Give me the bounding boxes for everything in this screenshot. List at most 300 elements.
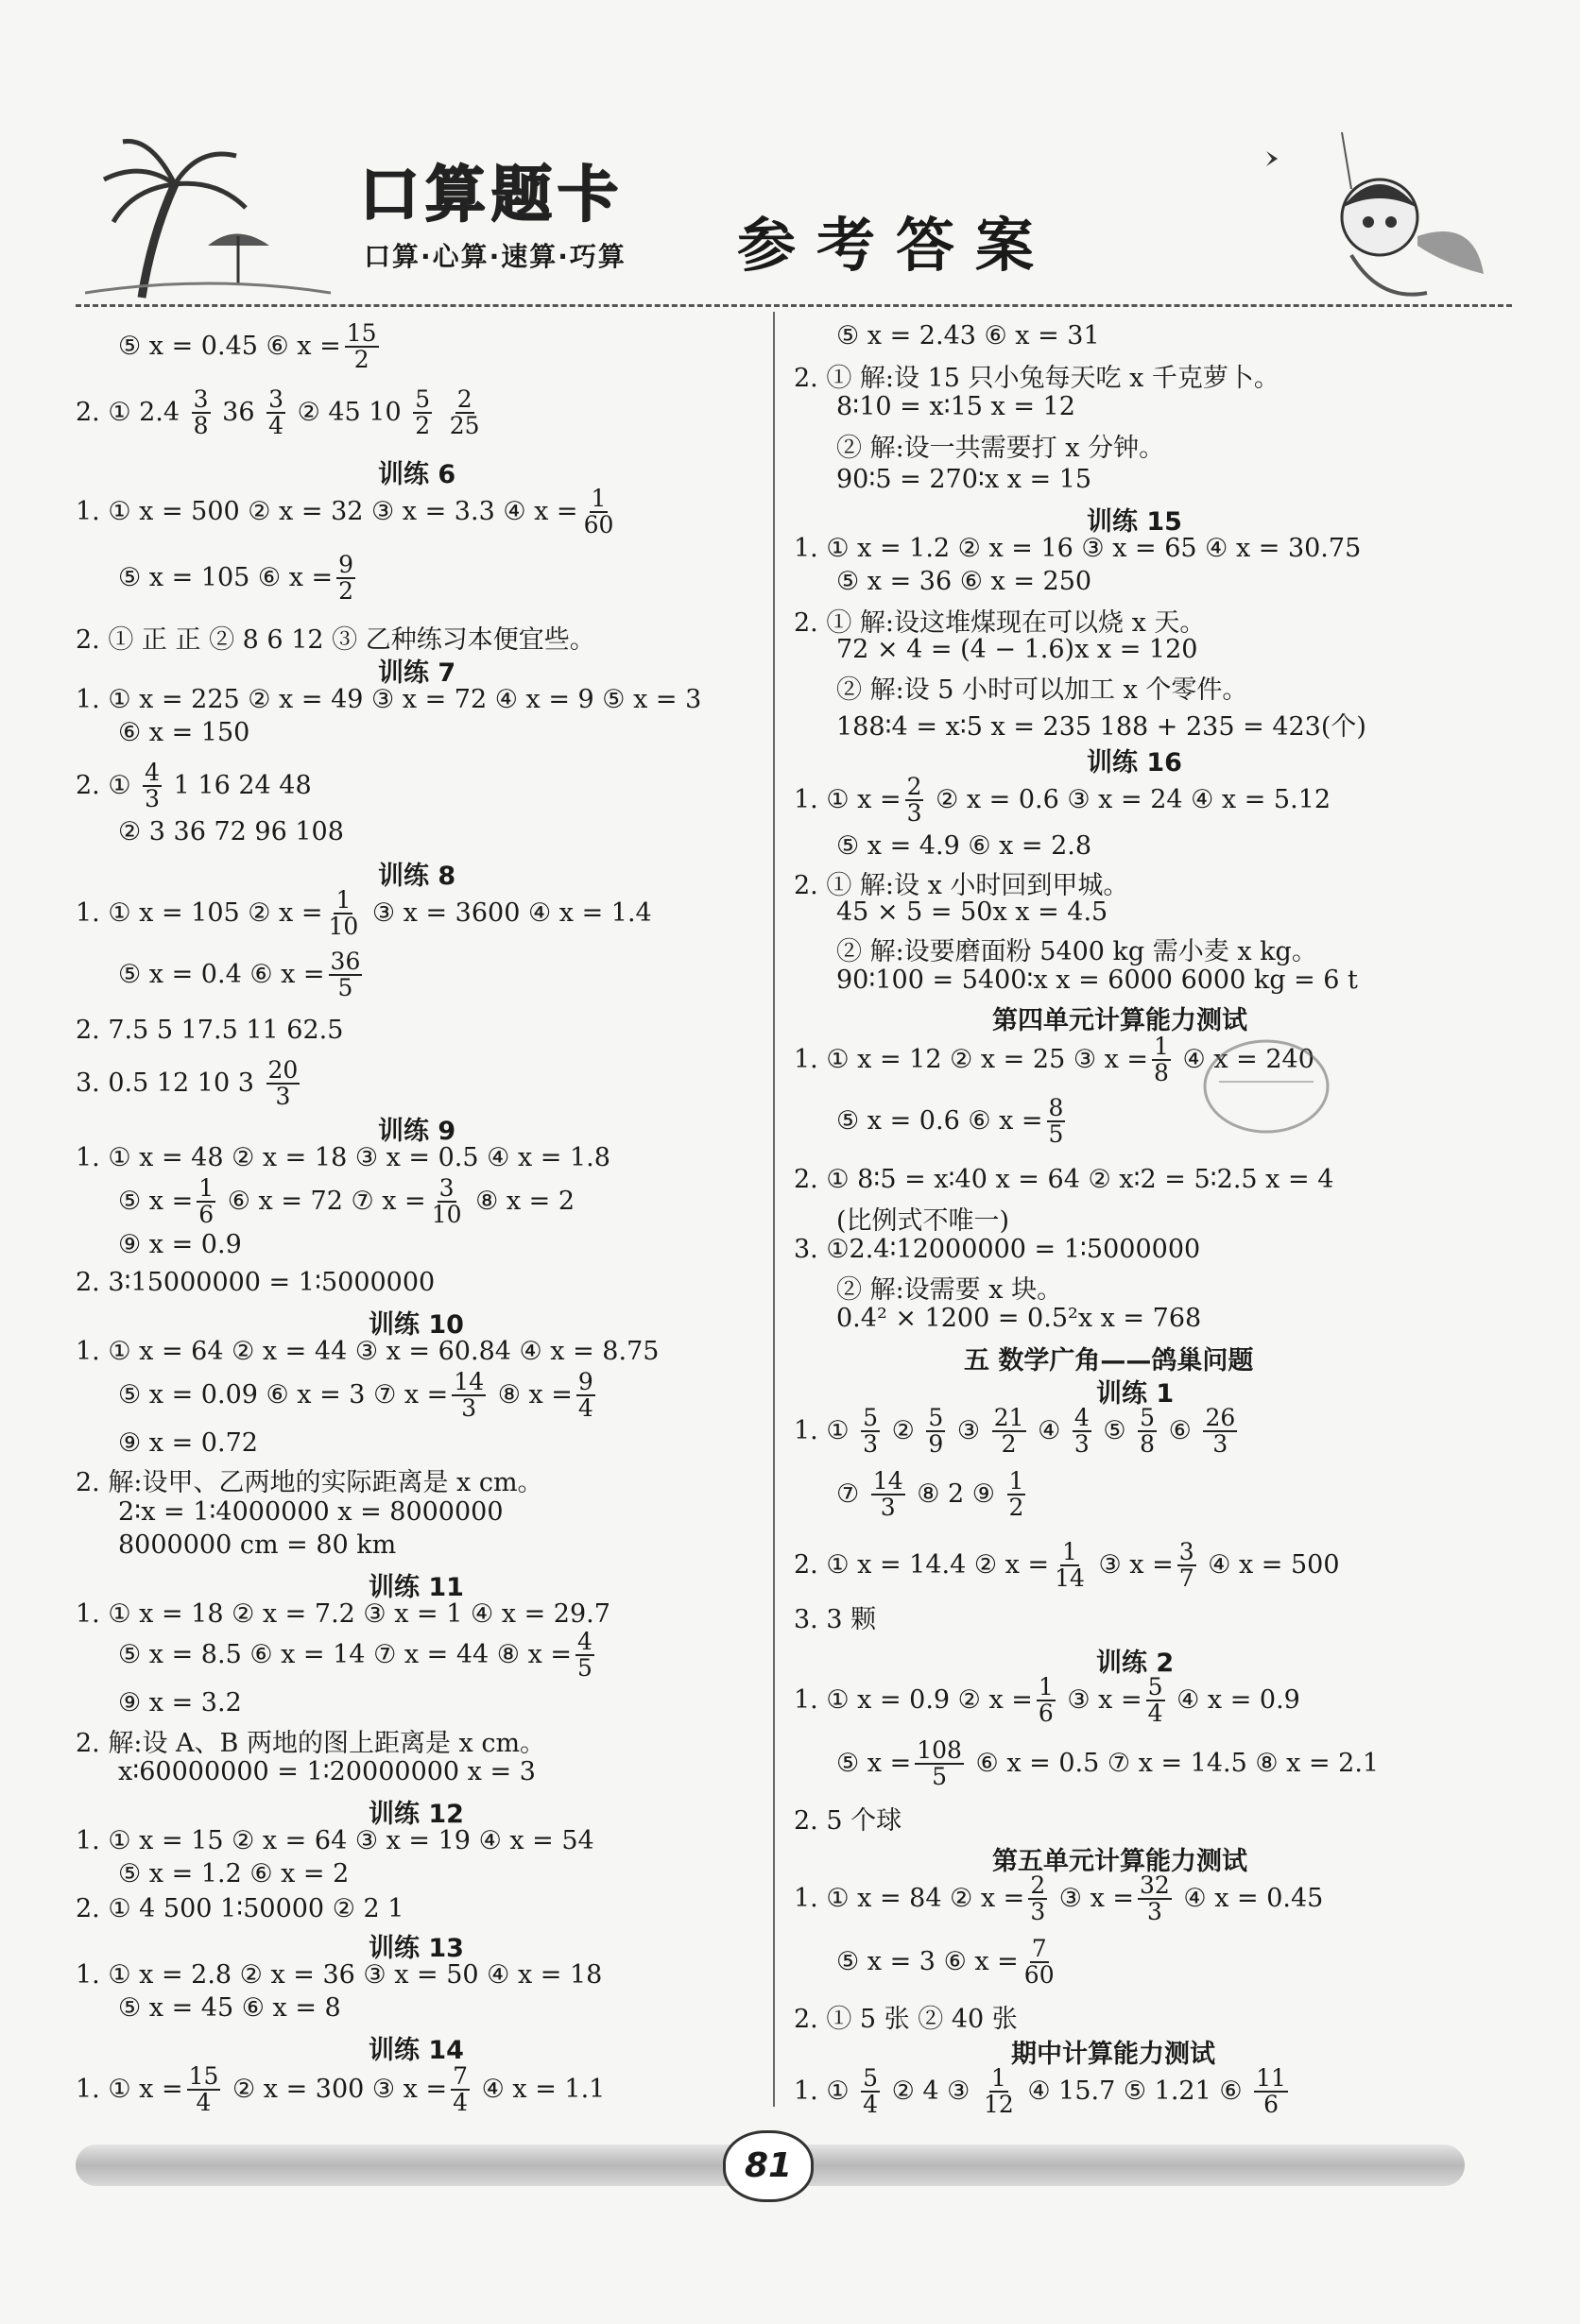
numerator: 11 [1256, 2064, 1286, 2092]
section-title: 训练 6 [378, 460, 456, 489]
answer-text: ⑥ x = 150 [118, 718, 250, 747]
answer-text: 1. ① x = 105 ② x = [76, 897, 323, 928]
answer-text: ② 45 10 [289, 397, 410, 427]
numerator: 14 [872, 1467, 903, 1495]
fraction [1203, 1406, 1237, 1458]
answer-text: ⑤ x = 0.09 ⑥ x = 3 ⑦ x = [118, 1379, 449, 1410]
numerator: 3 [268, 385, 283, 413]
answer-text: ⑦ [836, 1478, 867, 1509]
answer-text: 3. 3 颗 [794, 1605, 877, 1634]
answer-text: ② 解:设要磨面粉 5400 kg 需小麦 x kg。 [836, 937, 1317, 966]
answer-line [836, 1937, 1060, 1989]
fraction [1028, 1873, 1047, 1925]
denominator: 4 [577, 1394, 593, 1423]
answer-line [118, 1497, 504, 1527]
numerator: 5 [863, 2064, 879, 2092]
answer-line [794, 1675, 1300, 1727]
stamp-illustration [1200, 1034, 1332, 1138]
answer-line [836, 669, 1247, 706]
denominator: 3 [275, 1083, 291, 1111]
numerator: 3 [1178, 1538, 1194, 1565]
denominator: 3 [906, 799, 922, 828]
answer-text: 2. ① 解:设 x 小时回到甲城。 [794, 871, 1129, 900]
answer-line [794, 864, 1128, 901]
answer-text: 72 × 4 = (4 − 1.6)x x = 120 [836, 635, 1198, 664]
denominator: 2 [1008, 1494, 1024, 1522]
fraction [143, 760, 162, 812]
section-title: 训练 9 [378, 1117, 456, 1146]
numerator: 4 [145, 759, 161, 786]
answer-line [118, 1176, 575, 1228]
denominator: 3 [145, 785, 161, 813]
header-divider [76, 304, 1512, 307]
answer-text: 2. ① 正 正 ② 8 6 12 ③ 乙种练习本便宜些。 [76, 625, 595, 655]
answer-text: 2. ① 解:设这堆煤现在可以烧 x 天。 [794, 608, 1206, 638]
denominator: 3 [1073, 1430, 1090, 1459]
numerator: 36 [330, 948, 361, 975]
answer-text: ⑨ x = 0.72 [118, 1428, 258, 1458]
answer-line [118, 1993, 341, 2023]
answer-line [76, 1826, 594, 1855]
fraction [576, 1370, 595, 1422]
denominator: 2 [353, 346, 369, 374]
answer-text: 188∶4 = x∶5 x = 235 188 + 235 = 423(个) [836, 712, 1366, 742]
numerator: 7 [453, 2062, 469, 2090]
denominator: 3 [1146, 1898, 1162, 1926]
answer-text: 1. ① x = 15 ② x = 64 ③ x = 19 ④ x = 54 [76, 1826, 594, 1855]
answer-line [76, 1016, 343, 1045]
answer-text: 2. ① 4 500 1∶50000 ② 2 1 [76, 1894, 404, 1923]
answer-text: 0.4² × 1200 = 0.5²x x = 768 [836, 1304, 1202, 1333]
numerator: 5 [1140, 1404, 1156, 1431]
answer-line [76, 387, 486, 439]
answer-text: ② x = 0.6 ③ x = 24 ④ x = 5.12 [927, 784, 1331, 814]
answer-text: ⑥ x = 0.5 ⑦ x = 14.5 ⑧ x = 2.1 [967, 1748, 1380, 1778]
section-title: 训练 10 [369, 1310, 464, 1340]
answer-line [76, 2064, 605, 2116]
numerator: 1 [198, 1174, 215, 1202]
numerator: 1 [1008, 1467, 1024, 1495]
answer-text: 2. 解:设甲、乙两地的实际距离是 x cm。 [76, 1468, 543, 1497]
answer-text: ⑨ x = 0.9 [118, 1230, 242, 1259]
page-title: 参考答案 [737, 211, 1056, 280]
answer-text: 1. ① x = 0.9 ② x = [794, 1684, 1033, 1715]
answer-line [118, 1757, 536, 1786]
answer-text: 1. ① x = [794, 784, 902, 814]
section-title: 期中计算能力测试 [1011, 2040, 1215, 2069]
answer-line [118, 1370, 599, 1422]
fraction [1037, 1675, 1056, 1727]
fraction [1152, 1034, 1171, 1086]
answer-line [836, 465, 1091, 494]
answer-line [794, 357, 1279, 394]
answer-text: 2∶x = 1∶4000000 x = 8000000 [118, 1497, 504, 1527]
numerator: 4 [1073, 1404, 1090, 1431]
answer-text: 2. ① x = 14.4 ② x = [794, 1549, 1050, 1580]
section-title: 第四单元计算能力测试 [992, 1006, 1247, 1035]
answer-line [118, 949, 366, 1001]
answer-text: ⑤ x = [836, 1748, 912, 1778]
answer-text: ⑤ x = 36 ⑥ x = 250 [836, 567, 1092, 596]
fraction [430, 1176, 464, 1228]
denominator: 10 [431, 1201, 462, 1229]
answer-line [836, 706, 1366, 743]
denominator: 8 [1154, 1059, 1169, 1087]
fraction [926, 1406, 945, 1458]
denominator: 12 [983, 2091, 1014, 2119]
answer-text: ⑧ 2 ⑨ [908, 1478, 1004, 1509]
answer-text: 1. ① x = 500 ② x = 32 ③ x = 3.3 ④ x = [76, 496, 578, 526]
answer-text: 2. ① 8∶5 = x∶40 x = 64 ② x∶2 = 5∶2.5 x = 4 [794, 1165, 1334, 1194]
answer-line [118, 553, 359, 605]
fraction [1047, 1096, 1066, 1148]
answer-line [836, 427, 1164, 464]
answer-text: ⑤ x = 105 ⑥ x = [118, 562, 334, 592]
answer-text: 1 16 24 48 [165, 770, 312, 800]
denominator: 9 [928, 1430, 944, 1459]
answer-line [76, 685, 701, 714]
answer-text: ⑨ x = 3.2 [118, 1688, 242, 1717]
fraction [1177, 1540, 1196, 1592]
answer-text: ② 4 ③ [884, 2076, 978, 2106]
section-title: 五 数学广角——鸽巢问题 [964, 1346, 1254, 1376]
answer-text: 1. ① x = 2.8 ② x = 36 ③ x = 50 ④ x = 18 [76, 1960, 603, 1990]
answer-line [794, 1406, 1241, 1458]
answer-text: ④ x = 1.1 [473, 2074, 606, 2104]
denominator: 2 [338, 577, 354, 606]
numerator: 3 [193, 385, 209, 413]
fairy-illustration [1247, 132, 1493, 312]
answer-text: ④ x = 0.45 [1175, 1883, 1324, 1913]
answer-text: 1. ① x = [76, 2074, 183, 2104]
answer-line [118, 1688, 242, 1717]
page-header [76, 123, 1512, 312]
answer-line [794, 1873, 1323, 1925]
answer-line [836, 1269, 1062, 1306]
answer-text: ④ [1029, 1415, 1069, 1445]
answer-line [76, 1268, 435, 1297]
answer-text: 45 × 5 = 50x x = 4.5 [836, 897, 1108, 927]
fraction [915, 1738, 964, 1790]
answer-text: ③ x = [1058, 1684, 1142, 1715]
answer-text: 8000000 cm = 80 km [118, 1530, 397, 1560]
numerator: 9 [577, 1368, 593, 1395]
fraction [1138, 1406, 1157, 1458]
answer-line [836, 931, 1317, 967]
denominator: 5 [577, 1654, 592, 1683]
answer-text: 8∶10 = x∶15 x = 12 [836, 392, 1075, 421]
answer-line [836, 1096, 1069, 1148]
fraction [326, 888, 360, 940]
denominator: 4 [1147, 1700, 1163, 1728]
numerator: 5 [928, 1404, 944, 1431]
answer-line [836, 1304, 1201, 1333]
answer-text: ⑤ x = 8.5 ⑥ x = 14 ⑦ x = 44 ⑧ x = [118, 1639, 573, 1669]
section-title: 训练 2 [1096, 1649, 1175, 1678]
denominator: 3 [880, 1494, 896, 1522]
fraction [192, 387, 211, 439]
fraction [1022, 1937, 1056, 1989]
answer-text: ④ 15.7 ⑤ 1.21 ⑥ [1019, 2076, 1251, 2106]
answer-line [118, 1859, 349, 1888]
numerator: 3 [438, 1174, 455, 1202]
answer-line [76, 619, 595, 656]
fraction [1254, 2066, 1288, 2118]
denominator: 8 [193, 412, 209, 440]
fraction [1007, 1469, 1026, 1521]
fraction [575, 1630, 594, 1682]
answer-line [794, 1540, 1340, 1592]
answer-line [76, 1058, 303, 1110]
fraction [871, 1469, 905, 1521]
answer-text: 2. ① [76, 770, 140, 800]
answer-text: 1. ① x = 18 ② x = 7.2 ③ x = 1 ④ x = 29.7 [76, 1599, 610, 1629]
answer-text: ⑤ x = 2.43 ⑥ x = 31 [836, 321, 1100, 350]
answer-line [836, 567, 1091, 596]
answer-text: x∶60000000 = 1∶20000000 x = 3 [118, 1757, 536, 1786]
section-title: 训练 8 [378, 862, 456, 891]
numerator: 2 [456, 385, 472, 413]
answer-line [76, 1722, 545, 1759]
denominator: 3 [1030, 1898, 1046, 1926]
numerator: 15 [346, 319, 377, 347]
answer-line [118, 1530, 396, 1560]
answer-text: 90∶100 = 5400∶x x = 6000 6000 kg = 6 t [836, 965, 1358, 995]
answer-line [836, 831, 1091, 861]
answer-text: ④ x = 240 [1174, 1044, 1314, 1074]
answer-line [118, 1230, 242, 1259]
answer-text: ⑤ x = [118, 1186, 194, 1216]
fraction [1073, 1406, 1091, 1458]
answer-text: ② x = 300 ③ x = [224, 2074, 448, 2104]
answer-line [836, 897, 1108, 927]
section-title: 训练 16 [1087, 748, 1182, 778]
answer-text: 2. 5 个球 [794, 1806, 902, 1836]
page-number: 81 [723, 2130, 814, 2202]
fraction [448, 387, 482, 439]
answer-line [118, 321, 383, 373]
answer-line [76, 1143, 610, 1172]
answer-line [794, 1800, 902, 1837]
answer-text: 1. ① x = 12 ② x = 25 ③ x = [794, 1044, 1149, 1074]
denominator: 6 [198, 1201, 215, 1229]
fraction [1053, 1540, 1087, 1592]
answer-text: 3. 0.5 12 10 3 [76, 1068, 263, 1098]
answer-line [794, 1998, 1018, 2035]
answer-text: ③ x = 3600 ④ x = 1.4 [364, 897, 652, 928]
answer-text [436, 398, 444, 427]
answer-line [76, 1960, 602, 1990]
numerator: 7 [1031, 1935, 1047, 1962]
answer-text: ⑥ [1160, 1415, 1200, 1445]
numerator: 14 [454, 1368, 485, 1395]
book-subtitle: 口算·心算·速算·巧算 [364, 241, 627, 272]
denominator: 10 [328, 913, 359, 941]
answer-line [836, 321, 1100, 350]
answer-text: ② 解:设一共需要打 x 分钟。 [836, 434, 1165, 463]
denominator: 4 [453, 2089, 469, 2117]
answer-line [794, 1598, 876, 1635]
numerator: 108 [917, 1736, 962, 1764]
answer-line [794, 534, 1361, 563]
denominator: 3 [461, 1394, 477, 1423]
answer-line [794, 602, 1205, 639]
denominator: 5 [337, 974, 353, 1002]
answer-line [836, 965, 1358, 995]
fraction [345, 321, 379, 373]
answer-text: 1. ① x = 48 ② x = 18 ③ x = 0.5 ④ x = 1.8 [76, 1143, 610, 1172]
answer-line [76, 760, 312, 812]
palm-tree-illustration [85, 132, 331, 302]
answer-line [76, 1894, 404, 1923]
fraction [992, 1406, 1026, 1458]
answer-text: 1. ① [794, 1415, 858, 1445]
answer-text: (比例式不唯一) [836, 1206, 1010, 1236]
answer-line [118, 1428, 258, 1458]
answer-line [836, 1738, 1379, 1790]
answer-text: 1. ① x = 84 ② x = [794, 1883, 1025, 1913]
answer-text: 90∶5 = 270∶x x = 15 [836, 465, 1092, 494]
answer-line [76, 1599, 610, 1629]
numerator: 1 [335, 886, 352, 914]
numerator: 1 [1154, 1033, 1169, 1060]
answer-text: ⑤ x = 1.2 ⑥ x = 2 [118, 1859, 350, 1888]
fraction [982, 2066, 1016, 2118]
fraction [266, 1058, 301, 1110]
numerator: 1 [990, 2064, 1006, 2092]
fraction [861, 2066, 880, 2118]
answer-text: 2. 解:设 A、B 两地的图上距离是 x cm。 [76, 1729, 546, 1758]
denominator: 4 [268, 412, 283, 440]
answer-line [794, 2066, 1292, 2118]
denominator: 14 [1055, 1564, 1085, 1593]
answer-text: 36 [214, 397, 264, 427]
answer-text: 1. ① x = 1.2 ② x = 16 ③ x = 65 ④ x = 30.75 [794, 534, 1362, 563]
answer-line [794, 1235, 1200, 1264]
section-title: 训练 15 [1087, 507, 1182, 537]
denominator: 60 [1023, 1961, 1055, 1990]
book-title: 口算题卡 [359, 161, 624, 231]
answer-line [118, 817, 344, 846]
denominator: 3 [863, 1430, 879, 1459]
answer-text: ⑤ x = 4.9 ⑥ x = 2.8 [836, 831, 1092, 861]
answer-text: 3. ①2.4∶12000000 = 1∶5000000 [794, 1235, 1201, 1264]
column-divider [773, 312, 775, 2107]
section-title: 训练 14 [369, 2036, 464, 2065]
denominator: 8 [1140, 1430, 1156, 1459]
answer-text: ② 解:设需要 x 块。 [836, 1275, 1063, 1305]
numerator: 4 [577, 1628, 592, 1655]
fraction [197, 1176, 215, 1228]
answer-text: ⑧ x = 2 [467, 1186, 575, 1216]
answer-text: 2. ① 2.4 [76, 397, 188, 427]
answer-line [76, 487, 619, 538]
section-title: 训练 7 [378, 658, 456, 688]
denominator: 4 [196, 2089, 212, 2117]
answer-text: ③ x = [1051, 1883, 1135, 1913]
answer-text: ⑤ x = 0.6 ⑥ x = [836, 1105, 1043, 1136]
answer-text: ⑤ x = 0.45 ⑥ x = [118, 331, 341, 361]
numerator: 1 [1038, 1673, 1054, 1700]
numerator: 15 [188, 2062, 219, 2090]
answer-text: ② 3 36 72 96 108 [118, 817, 344, 846]
answer-text: ④ x = 0.9 [1168, 1684, 1300, 1715]
fraction [451, 2064, 470, 2116]
numerator: 26 [1205, 1404, 1236, 1431]
numerator: 5 [863, 1404, 879, 1431]
answer-text: 2. ① 5 张 ② 40 张 [794, 2005, 1018, 2034]
denominator: 3 [1212, 1430, 1228, 1459]
answer-line [76, 1461, 543, 1498]
answer-line [118, 718, 249, 747]
fraction [413, 387, 432, 439]
denominator: 4 [863, 2091, 879, 2119]
answer-text: ⑤ x = 3 ⑥ x = [836, 1946, 1019, 1976]
section-title: 训练 13 [369, 1934, 464, 1963]
fraction [861, 1406, 880, 1458]
answer-line [76, 888, 652, 940]
answer-line [118, 1630, 598, 1682]
answer-text: 2. ① 解:设 15 只小兔每天吃 x 千克萝卜。 [794, 364, 1279, 393]
denominator: 6 [1263, 2091, 1279, 2119]
fraction [187, 2064, 221, 2116]
numerator: 1 [1062, 1538, 1077, 1565]
fraction [266, 387, 285, 439]
section-title: 训练 1 [1096, 1379, 1175, 1409]
answer-text: 1. ① x = 225 ② x = 49 ③ x = 72 ④ x = 9 ⑤ x = 3 [76, 685, 702, 714]
answer-line [76, 1337, 659, 1366]
answer-text: 1. ① [794, 2076, 858, 2106]
numerator: 21 [993, 1404, 1024, 1431]
numerator: 1 [591, 485, 607, 512]
fraction [582, 487, 616, 538]
answer-line [836, 635, 1197, 664]
answer-line [794, 775, 1331, 827]
denominator: 25 [449, 412, 480, 440]
numerator: 2 [1030, 1871, 1046, 1899]
answer-text: ② [884, 1415, 923, 1445]
section-title: 第五单元计算能力测试 [992, 1847, 1247, 1876]
denominator: 2 [1001, 1430, 1017, 1459]
answer-text: ④ x = 500 [1199, 1549, 1340, 1580]
answer-line [836, 392, 1075, 421]
answer-line [836, 1469, 1029, 1521]
answer-text: 2. 3∶15000000 = 1∶5000000 [76, 1268, 436, 1297]
numerator: 32 [1140, 1871, 1170, 1899]
numerator: 5 [415, 385, 431, 413]
answer-text: ⑤ [1094, 1415, 1135, 1445]
fraction [336, 553, 355, 605]
numerator: 2 [906, 773, 922, 800]
denominator: 60 [583, 511, 614, 539]
answer-text: ⑥ x = 72 ⑦ x = [219, 1186, 426, 1216]
denominator: 2 [415, 412, 431, 440]
section-title: 训练 11 [369, 1573, 464, 1602]
numerator: 5 [1147, 1673, 1163, 1700]
answer-text: ② 解:设 5 小时可以加工 x 个零件。 [836, 675, 1248, 705]
answer-text: ⑧ x = [489, 1379, 573, 1410]
fraction [452, 1370, 486, 1422]
denominator: 5 [1048, 1120, 1064, 1149]
denominator: 6 [1038, 1700, 1054, 1728]
numerator: 8 [1048, 1094, 1064, 1121]
numerator: 20 [267, 1056, 299, 1084]
fraction [905, 775, 924, 827]
denominator: 7 [1178, 1564, 1194, 1593]
fraction [1138, 1873, 1172, 1925]
section-title: 训练 12 [369, 1800, 464, 1829]
answer-text: ⑤ x = 45 ⑥ x = 8 [118, 1993, 341, 2023]
